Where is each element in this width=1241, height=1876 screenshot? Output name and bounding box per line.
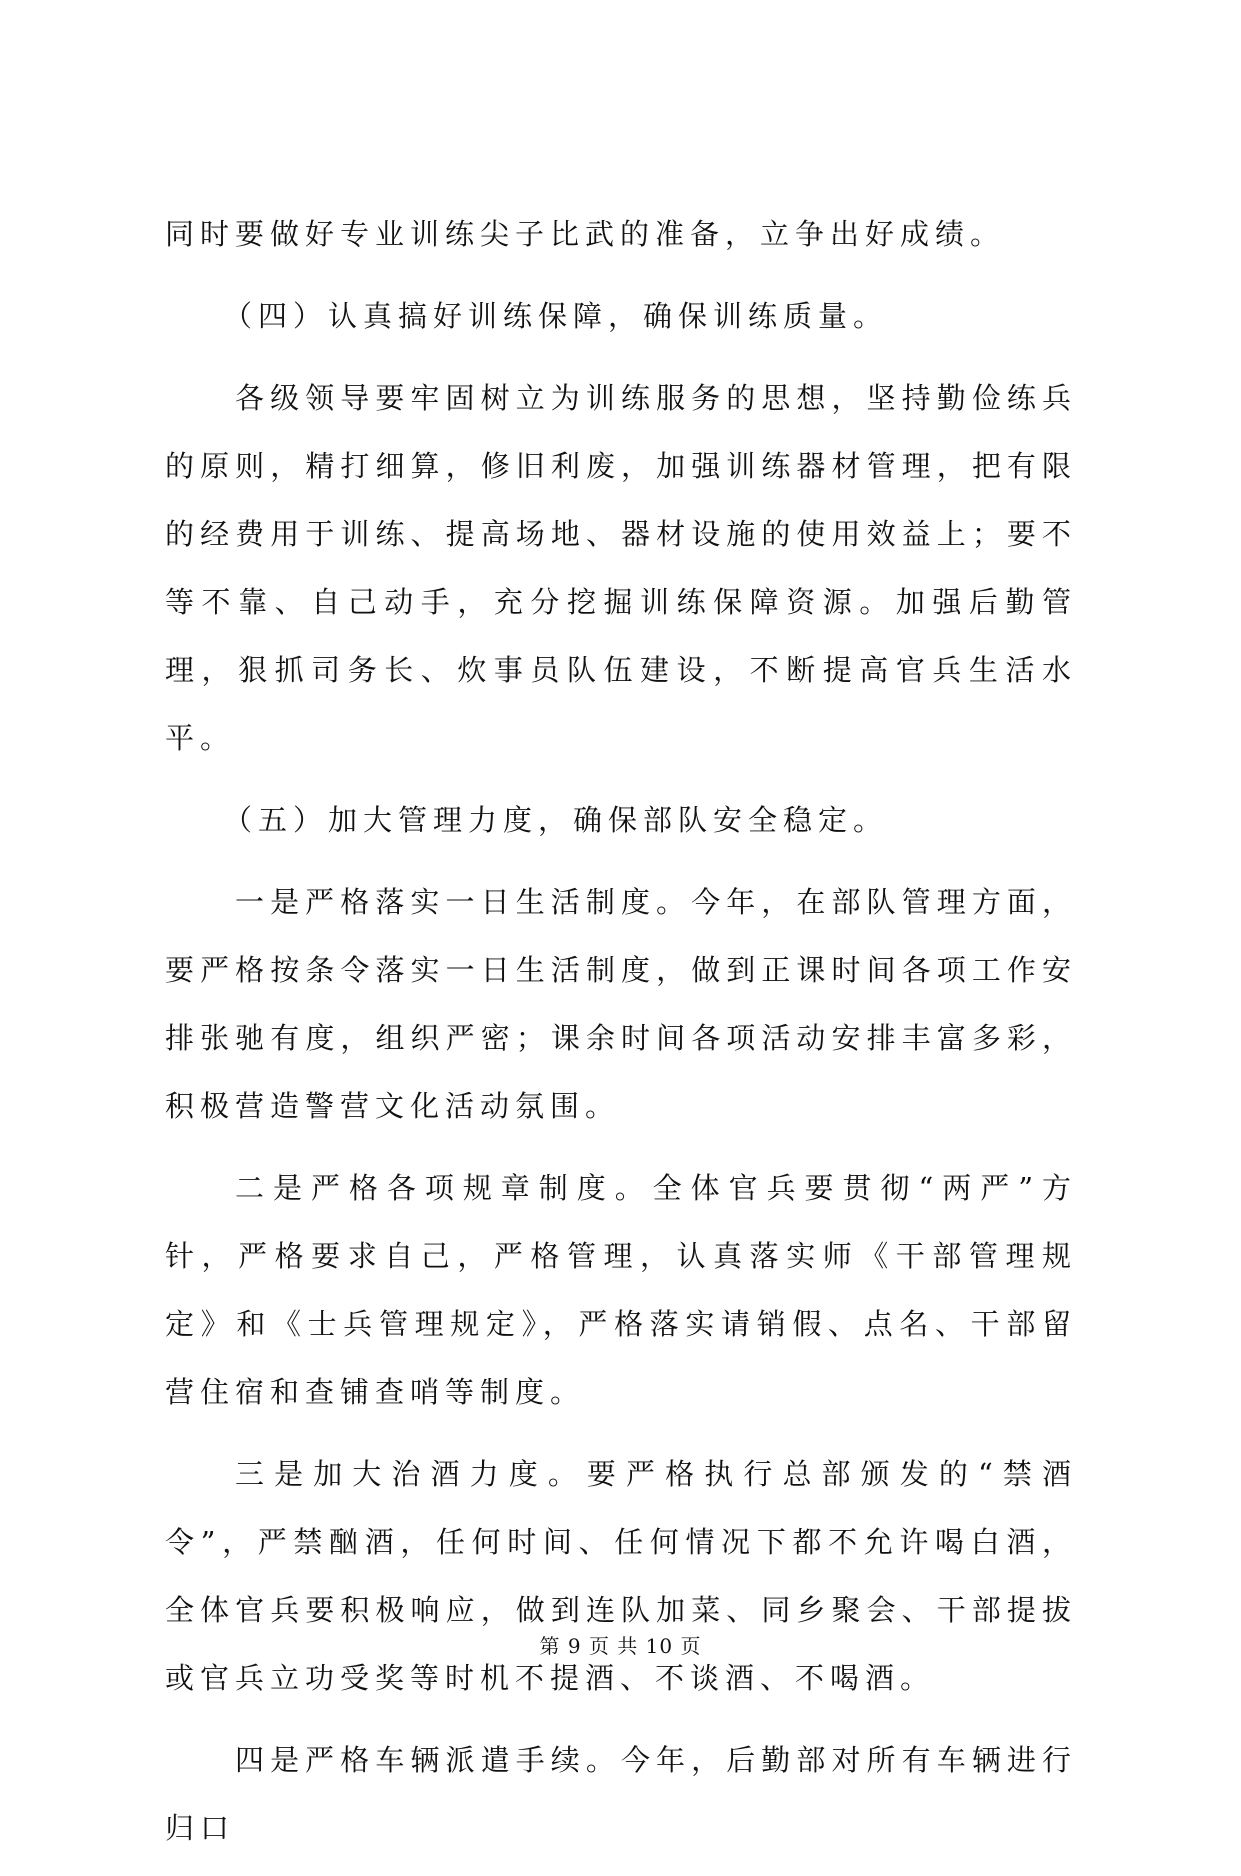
section-heading-5: （五）加大管理力度，确保部队安全稳定。 (223, 803, 889, 837)
paragraph-training-support: 各级领导要牢固树立为训练服务的思想，坚持勤俭练兵的原则，精打细算，修旧利废，加强训练器材管理，把有限的经费用于训练、提高场地、器材设施的使用效益上；要不等不靠、自己动手，充分挖掘训练保障资源。加强后勤管理，狠抓司务长、炊事员队伍建设，不断提高官兵生活水平。 (165, 381, 1077, 755)
paragraph-regulations: 二是严格各项规章制度。全体官兵要贯彻“两严”方针，严格要求自己，严格管理，认真落实师《干部管理规定》和《士兵管理规定》，严格落实请销假、点名、干部留营住宿和查铺查哨等制度。 (165, 1171, 1077, 1409)
paragraph-daily-routine: 一是严格落实一日生活制度。今年，在部队管理方面，要严格按条令落实一日生活制度，做到正课时间各项工作安排张驰有度，组织严密；课余时间各项活动安排丰富多彩，积极营造警营文化活动氛围。 (165, 885, 1077, 1123)
paragraph-continuation: 同时要做好专业训练尖子比武的准备，立争出好成绩。 (165, 217, 1006, 251)
section-heading-4: （四）认真搞好训练保障，确保训练质量。 (223, 299, 889, 333)
page-number-footer: 第 9 页 共 10 页 (539, 1634, 702, 1658)
paragraph-alcohol-control: 三是加大治酒力度。要严格执行总部颁发的“禁酒令”，严禁酗酒，任何时间、任何情况下都不允许喝白酒，全体官兵要积极响应，做到连队加菜、同乡聚会、干部提拔或官兵立功受奖等时机不提酒、不谈酒、不喝酒。 (165, 1457, 1077, 1695)
document-body (165, 200, 1077, 1876)
paragraph-vehicle-dispatch: 四是严格车辆派遣手续。今年，后勤部对所有车辆进行归口 (165, 1743, 1077, 1845)
